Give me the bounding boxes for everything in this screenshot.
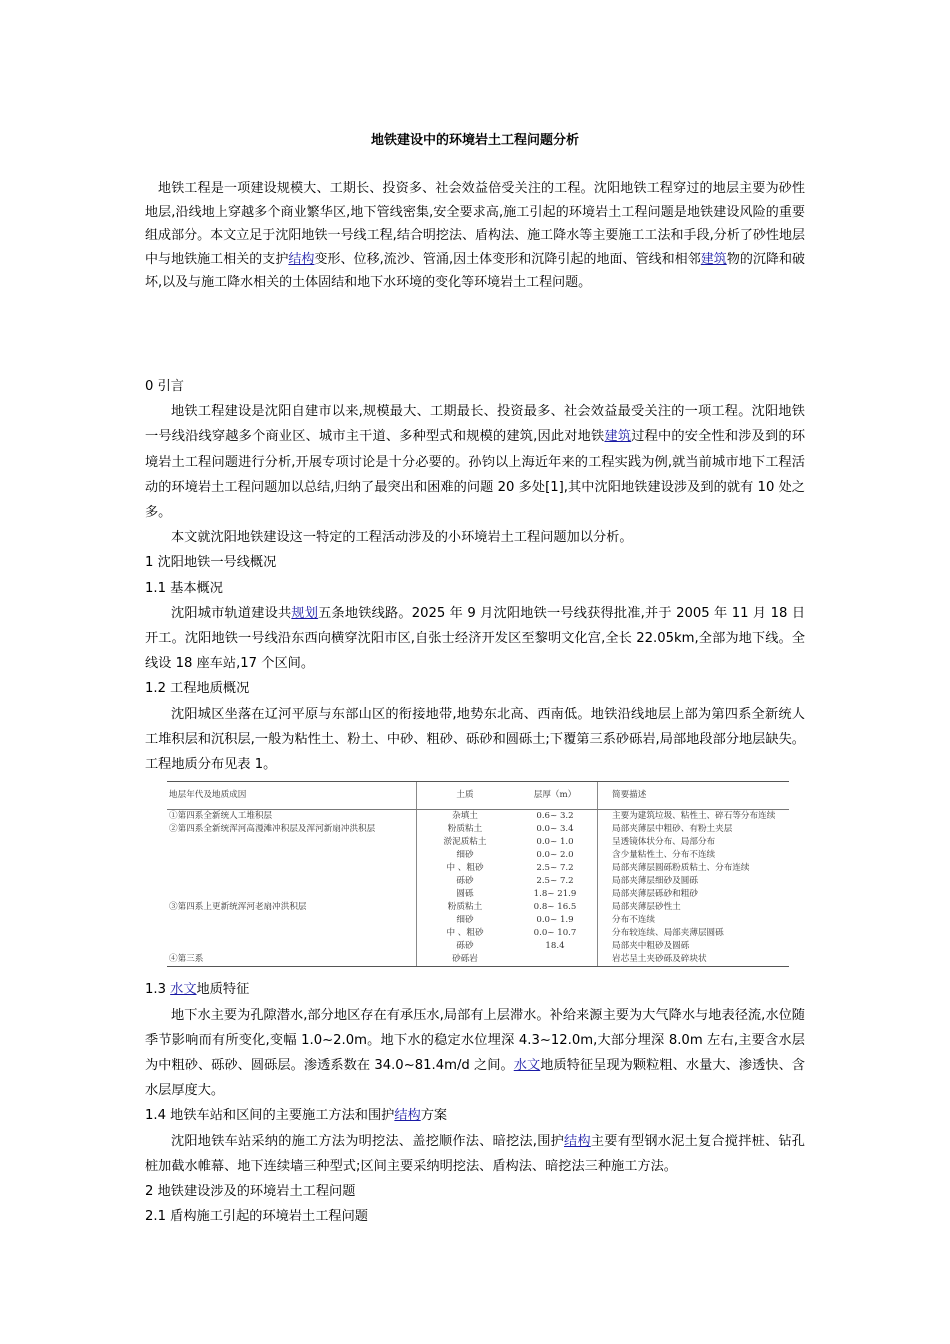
table-cell (167, 914, 417, 927)
table-cell: 分布较连续、局部夹薄层圆砾 (598, 927, 790, 940)
table-cell: 局部夹薄层圆砾粉质粘土、分布连续 (598, 862, 790, 875)
table-row (167, 810, 789, 824)
text-run: 1.4 地铁车站和区间的主要施工方法和围护 (145, 1108, 395, 1124)
table-row (167, 940, 789, 953)
table-header-cell: 土质 (417, 782, 514, 810)
table-row (167, 914, 789, 927)
table-cell: 局部夹中粗砂及圆砾 (598, 940, 790, 953)
table-row (167, 875, 789, 888)
table-header-row (167, 782, 789, 810)
section-0-paragraph-2: 本文就沈阳地铁建设这一特定的工程活动涉及的小环境岩土工程问题加以分析。 (171, 530, 633, 546)
text-run: 地铁工程建设是沈阳自建市以来,规模最大、工期最长、投资最多、社会效益最受关注的一项工程。沈阳地铁一号线沿线穿越多个商业区、城市主干道、多种型式和规模的建筑,因此对地铁 (145, 404, 805, 445)
inline-link[interactable]: 结构 (394, 1108, 421, 1124)
table-cell: ②第四系全新统浑河高漫滩冲积层及浑河新扇冲洪积层 (169, 824, 376, 835)
text-run: 地质特征 (196, 982, 250, 998)
text-run: 沈阳城市轨道建设共 (171, 605, 292, 621)
text-run: 地质特征呈现为颗粒粗、水量大、渗透快、含水层厚度大。 (145, 1058, 805, 1099)
table-cell: 粉质粘土 (417, 901, 514, 914)
inline-link[interactable]: 建筑 (700, 251, 727, 267)
section-0-heading: 0 引言 (145, 379, 184, 394)
table-cell: 0.0~ 1.9 (536, 915, 574, 926)
table-cell: 局部夹薄层细砂及圆砾 (598, 875, 790, 888)
section-1-3-paragraph (145, 1003, 805, 1104)
table-row (167, 901, 789, 914)
text-run: 过程中的安全性和涉及到的环境岩土工程问题进行分析,开展专项讨论是十分必要的。孙钧以上海近年来的工程实践为例,就当前城市地下工程活动的环境岩土工程问题加以总结,归纳了最突出和困难的问题 20 多处[1],其中沈阳地铁建设涉及到的就有 10 处之多。 (145, 429, 806, 521)
table-row (167, 862, 789, 875)
table-cell: 18.4 (545, 941, 565, 952)
table-cell: 局部夹薄层砂性土 (598, 901, 790, 914)
geology-table (167, 781, 789, 967)
table-cell: ①第四系全新统人工堆积层 (169, 811, 273, 822)
table-cell: 2.5~ 7.2 (536, 876, 574, 887)
table-cell: ③第四系上更新统浑河老扇冲洪积层 (169, 902, 307, 913)
text-run: 沈阳地铁车站采纳的施工方法为明挖法、盖挖顺作法、暗挖法,围护 (171, 1133, 564, 1149)
table-cell: 圆砾 (417, 888, 514, 901)
table-cell (167, 888, 417, 901)
table-cell: 0.0~ 3.4 (536, 824, 574, 835)
table-cell: 砾砂 (417, 940, 514, 953)
table-cell: 中 、粗砂 (417, 862, 514, 875)
text-run: 物的沉降和破坏,以及与施工降水相关的土体固结和地下水环境的变化等环境岩土工程问题。 (145, 251, 805, 290)
table-cell: 细砂 (417, 849, 514, 862)
table-cell: 1.8~ 21.9 (533, 889, 577, 900)
table-cell (167, 849, 417, 862)
table-header-cell: 层厚（m） (513, 782, 598, 810)
table-cell: 岩芯呈土夹砂砾及碎块状 (598, 953, 790, 967)
text-run: 方案 (420, 1108, 448, 1124)
table-row (167, 927, 789, 940)
table-cell: 局部夹薄层中粗砂、有粉土夹层 (598, 823, 790, 836)
inline-link[interactable]: 结构 (288, 251, 315, 267)
table-cell: 局部夹薄层砾砂和粗砂 (598, 888, 790, 901)
table-cell: 砾砂 (417, 875, 514, 888)
table-cell (167, 940, 417, 953)
text-run: 变形、位移,流沙、管涌,因土体变形和沉降引起的地面、管线和相邻 (314, 251, 701, 267)
table-cell: ④第三系 (167, 953, 417, 967)
document-body (145, 374, 805, 1229)
section-2-1-heading: 2.1 盾构施工引起的环境岩土工程问题 (145, 1209, 368, 1225)
table-cell: 呈透镜体状分布、局部分布 (598, 836, 790, 849)
section-1-3-heading (145, 977, 805, 1002)
table-cell: 淤泥质粘土 (417, 836, 514, 849)
table-cell (167, 875, 417, 888)
text-run: 1.3 (145, 982, 171, 998)
inline-link[interactable]: 水文 (170, 982, 197, 998)
table-row (167, 953, 789, 967)
table-cell: 分布不连续 (598, 914, 790, 927)
table-cell: 0.8~ 16.5 (533, 902, 577, 913)
table-cell: 0.6~ 3.2 (536, 811, 574, 822)
section-1-2-paragraph: 沈阳城区坐落在辽河平原与东部山区的衔接地带,地势东北高、西南低。地铁沿线地层上部为第四系全新统人工堆积层和沉积层,一般为粘性土、粉土、中砂、粗砂、砾砂和圆砾土;下覆第三系砂砾岩,局部地段部分地层缺失。工程地质分布见表 1。 (145, 706, 805, 773)
section-0-paragraph-1 (145, 399, 805, 525)
text-run: 五条地铁线路。2025 年 9 月沈阳地铁一号线获得批准,并于 2005 年 11 月 18 日开工。沈阳地铁一号线沿东西向横穿沈阳市区,自张士经济开发区至黎明文化宫,全长 22.05km,全部为地下线。全线设 18 座车站,17 个区间。 (145, 605, 806, 672)
inline-link[interactable]: 规划 (291, 605, 319, 621)
section-1-heading: 1 沈阳地铁一号线概况 (145, 555, 277, 571)
table-cell: 0.0~ 2.0 (536, 850, 574, 861)
table-cell (513, 953, 598, 967)
table-cell: 杂填土 (417, 810, 514, 824)
inline-link[interactable]: 建筑 (604, 429, 632, 445)
table-cell: 0.0~ 10.7 (533, 928, 577, 939)
table-cell: 2.5~ 7.2 (536, 863, 574, 874)
table-header-cell: 地层年代及地质成因 (167, 782, 417, 810)
section-1-2-heading: 1.2 工程地质概况 (145, 681, 250, 697)
table-cell: 含少量粘性土、分布不连续 (598, 849, 790, 862)
table-row (167, 888, 789, 901)
section-1-1-heading: 1.1 基本概况 (145, 580, 223, 596)
section-1-1-paragraph (145, 601, 805, 677)
table-cell (167, 927, 417, 940)
table-row (167, 836, 789, 849)
section-1-4-heading (145, 1103, 805, 1128)
inline-link[interactable]: 结构 (564, 1133, 591, 1149)
table-row (167, 823, 789, 836)
table-cell: 粉质粘土 (417, 823, 514, 836)
text-run: 主要有型钢水泥土复合搅拌桩、钻孔桩加截水帷幕、地下连续墙三种型式;区间主要采纳明挖法、盾构法、暗挖法三种施工方法。 (145, 1133, 805, 1174)
text-run: 地下水主要为孔隙潜水,部分地区存在有承压水,局部有上层滞水。补给来源主要为大气降水与地表径流,水位随季节影响而有所变化,变幅 1.0~2.0m。地下水的稳定水位埋深 4.3~12.0m,大部分埋深 8.0m 左右,主要含水层为中粗砂、砾砂、圆砾层。渗透系数在 34.0~81.4m/d 之间。 (145, 1007, 805, 1074)
section-2-heading: 2 地铁建设涉及的环境岩土工程问题 (145, 1184, 356, 1200)
table-cell (167, 836, 417, 849)
table-cell: 砂砾岩 (417, 953, 514, 967)
table-cell: 中 、粗砂 (417, 927, 514, 940)
table-cell: 细砂 (417, 914, 514, 927)
table-cell (167, 862, 417, 875)
text-run: 地铁工程是一项建设规模大、工期长、投资多、社会效益倍受关注的工程。沈阳地铁工程穿过的地层主要为砂性地层,沿线地上穿越多个商业繁华区,地下管线密集,安全要求高,施工引起的环境岩土工程问题是地铁建设风险的重要组成部分。本文立足于沈阳地铁一号线工程,结合明挖法、盾构法、施工降水等主要施工工法和手段,分析了砂性地层中与地铁施工相关的支护 (145, 181, 805, 267)
document-title: 地铁建设中的环境岩土工程问题分析 (370, 133, 579, 148)
section-1-4-paragraph (145, 1129, 805, 1179)
table-cell: 主要为建筑垃圾、粘性土、碎石等分布连续 (598, 810, 790, 824)
geology-table-image (167, 781, 789, 967)
abstract-paragraph (145, 177, 805, 295)
table-cell: 0.0~ 1.0 (536, 837, 574, 848)
inline-link[interactable]: 水文 (513, 1058, 541, 1074)
table-header-cell: 简要描述 (598, 782, 790, 810)
table-row (167, 849, 789, 862)
